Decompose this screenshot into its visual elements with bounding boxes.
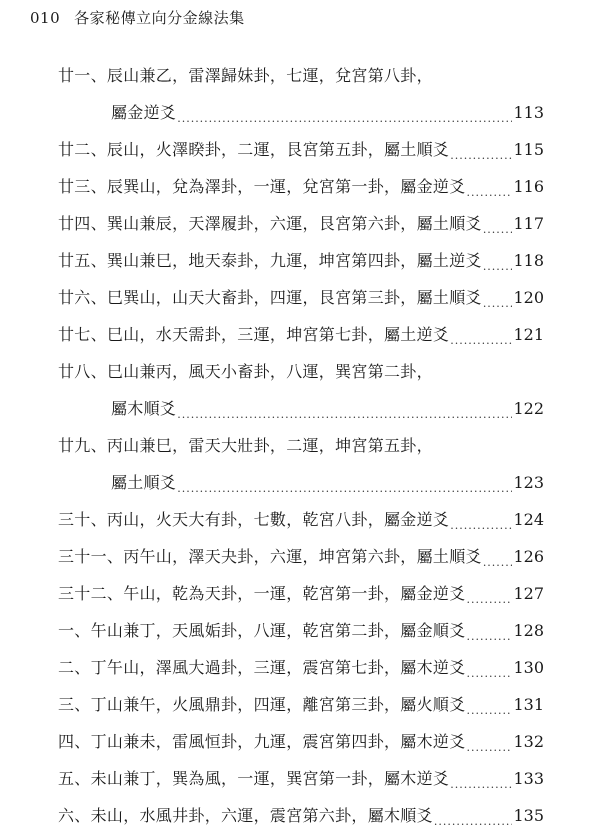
toc-entry-line [58,686,544,723]
toc-entry [58,205,544,242]
dot-leader [483,218,513,242]
toc-entry-title: 廿二、辰山，火澤睽卦，二運，艮宮第五卦，屬土順爻 [58,140,450,159]
dot-leader [450,329,512,353]
dot-leader [483,551,513,575]
toc-entry-line [58,353,544,390]
toc-page-number: 113 [513,103,544,122]
toc-page-number: 133 [513,769,544,788]
toc-page-number: 124 [513,510,544,529]
toc-entry-line [58,242,544,279]
toc-entry-line [58,501,544,538]
toc-entry [58,723,544,760]
book-title: 各家秘傳立向分金線法集 [74,9,245,27]
toc-entry [58,538,544,575]
toc-entry-continuation: 屬土順爻 [111,473,177,492]
toc-entry-line [58,205,544,242]
dot-leader [450,773,512,797]
toc-entry-title: 廿七、巳山，水天需卦，三運，坤宮第七卦，屬土逆爻 [58,325,450,344]
toc-entry [58,797,544,834]
toc-entry-line [58,316,544,353]
page-number: 010 [30,9,61,27]
toc-entry-title: 廿一、辰山兼乙，雷澤歸妹卦，七運，兌宮第八卦， [58,66,433,85]
toc-page-number: 132 [513,732,544,751]
toc-page-number: 128 [513,621,544,640]
toc-entry-title: 一、午山兼丁，天風姤卦，八運，乾宮第二卦，屬金順爻 [58,621,466,640]
toc-page-number: 120 [513,288,544,307]
toc-entry-title: 廿四、巽山兼辰，天澤履卦，六運，艮宮第六卦，屬土順爻 [58,214,482,233]
page-header [30,7,245,28]
toc-entry-title: 三、丁山兼午，火風鼎卦，四運，離宮第三卦，屬火順爻 [58,695,466,714]
dot-leader [434,810,513,834]
toc-entry-title: 廿六、巳巽山，山天大畜卦，四運，艮宮第三卦，屬土順爻 [58,288,482,307]
toc-entry-line [58,797,544,834]
toc-entry-continuation-line [58,94,544,131]
dot-leader [467,181,513,205]
toc-entry-line [58,57,544,94]
dot-leader [450,144,512,168]
dot-leader [177,477,512,501]
toc-page-number: 122 [513,399,544,418]
toc-entry-line [58,760,544,797]
toc-entry [58,279,544,316]
toc-entry [58,760,544,797]
dot-leader [467,662,513,686]
toc-entry-line [58,538,544,575]
toc-page-number: 126 [513,547,544,566]
toc-entry [58,316,544,353]
toc-entry-line [58,131,544,168]
toc-page-number: 130 [513,658,544,677]
toc-page-number: 115 [513,140,544,159]
toc-page-number: 121 [513,325,544,344]
toc-entry [58,57,544,131]
dot-leader [177,403,512,427]
toc-entry-title: 五、未山兼丁，巽為風，一運，巽宮第一卦，屬木逆爻 [58,769,450,788]
toc-entry-line [58,575,544,612]
toc-page-number: 123 [513,473,544,492]
toc-entry [58,427,544,501]
toc-entry [58,168,544,205]
toc-entry-title: 廿三、辰巽山，兌為澤卦，一運，兌宮第一卦，屬金逆爻 [58,177,466,196]
toc-entry [58,242,544,279]
dot-leader [467,736,513,760]
toc-page-number: 135 [513,806,544,825]
toc-entry [58,686,544,723]
toc-entry-title: 六、未山，水風井卦，六運，震宮第六卦，屬木順爻 [58,806,433,825]
toc-entry [58,353,544,427]
toc-entry-title: 廿五、巽山兼巳，地天泰卦，九運，坤宮第四卦，屬土逆爻 [58,251,482,270]
toc-entry-line [58,168,544,205]
dot-leader [467,588,513,612]
toc-entry-title: 三十、丙山，火天大有卦，七數，乾宮八卦，屬金逆爻 [58,510,450,529]
dot-leader [450,514,512,538]
toc-entry-title: 二、丁午山，澤風大過卦，三運，震宮第七卦，屬木逆爻 [58,658,466,677]
toc-page-number: 131 [513,695,544,714]
toc-entry-continuation-line [58,464,544,501]
dot-leader [177,107,512,131]
toc-entry-title: 廿八、巳山兼丙，風天小畜卦，八運，巽宮第二卦， [58,362,433,381]
dot-leader [483,292,513,316]
toc-entry-continuation-line [58,390,544,427]
toc-entry-line [58,612,544,649]
toc-entry-line [58,649,544,686]
toc-page-number: 116 [513,177,544,196]
toc-entry-line [58,279,544,316]
toc-entry-title: 三十一、丙午山，澤天夬卦，六運，坤宮第六卦，屬土順爻 [58,547,482,566]
toc-entry-continuation: 屬木順爻 [111,399,177,418]
toc-page-number: 127 [513,584,544,603]
dot-leader [467,625,513,649]
toc-entry-title: 廿九、丙山兼巳，雷天大壯卦，二運，坤宮第五卦， [58,436,433,455]
toc-page-number: 118 [513,251,544,270]
toc-entry-title: 四、丁山兼未，雷風恒卦，九運，震宮第四卦，屬木逆爻 [58,732,466,751]
dot-leader [467,699,513,723]
dot-leader [483,255,513,279]
toc-entry [58,649,544,686]
toc-entry-line [58,723,544,760]
toc-entry-title: 三十二、午山，乾為天卦，一運，乾宮第一卦，屬金逆爻 [58,584,466,603]
toc-page-number: 117 [513,214,544,233]
toc-entry [58,612,544,649]
toc-entry [58,131,544,168]
table-of-contents [58,57,544,834]
toc-entry [58,501,544,538]
toc-entry [58,575,544,612]
toc-entry-continuation: 屬金逆爻 [111,103,177,122]
toc-entry-line [58,427,544,464]
